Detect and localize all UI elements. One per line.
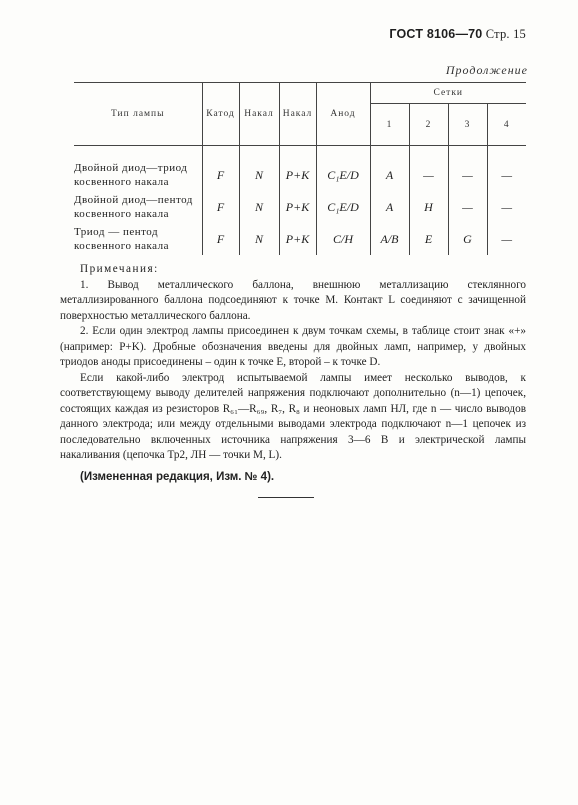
end-divider xyxy=(258,497,314,498)
cell-grid-3: — xyxy=(448,146,487,192)
header-grids: Сетки xyxy=(370,83,526,104)
cell-grid-2: E xyxy=(409,223,448,255)
cell-grid-4: — xyxy=(487,191,526,223)
cell-cathode: F xyxy=(202,146,239,192)
lamp-pinout-table xyxy=(74,82,526,255)
cell-heater-2: P+K xyxy=(279,223,316,255)
cell-anode: C₁E/D xyxy=(316,146,370,192)
lamp-type: Двойной диод—пентод косвенного накала xyxy=(74,194,193,220)
header-anode: Анод xyxy=(316,83,370,146)
notes-section xyxy=(60,262,526,485)
cell-cathode: F xyxy=(202,191,239,223)
note-paragraph: Если какой-либо электрод испытываемой лампы имеет несколько выводов, к соответствующему выводу делителей напряжения подключают дополнительно (n—1) цепочек, состоящих каждая из резисторов R₆₁—R₆₉, R₇, R₈ и неоновых ламп НЛ, где n — число выводов данного электрода; или между отдельными выводами электрода подключают n—1 цепочек из последовательно включенных источника напряжения 3—6 В и электрической лампы накаливания (цепочка Тр2, ЛН — точки M, L). xyxy=(60,371,526,461)
cell-grid-1: A xyxy=(370,146,409,192)
cell-grid-4: — xyxy=(487,223,526,255)
lamp-type: Двойной диод—триод косвенного накала xyxy=(74,162,188,188)
note-paragraph: 2. Если один электрод лампы присоединен к двум точкам схемы, в таблице стоит знак «+» (например: P+K). Дробные обозначения введены для двойных ламп, например, у двойных триодов аноды присоединены – один к точке E, второй – к точке D. xyxy=(60,325,526,368)
cell-grid-1: A xyxy=(370,191,409,223)
continued-label: Продолжение xyxy=(445,63,528,77)
table-row xyxy=(74,146,526,192)
cell-heater-2: P+K xyxy=(279,191,316,223)
cell-anode: C/H xyxy=(316,223,370,255)
cell-heater-1: N xyxy=(239,191,279,223)
standard-number: ГОСТ 8106—70 xyxy=(389,27,483,41)
cell-heater-2: P+K xyxy=(279,146,316,192)
header-lamp-type: Тип лампы xyxy=(74,83,202,146)
cell-grid-4: — xyxy=(487,146,526,192)
table-row xyxy=(74,223,526,255)
header-grid-4: 4 xyxy=(487,104,526,146)
cell-grid-3: G xyxy=(448,223,487,255)
header-heater-2: Накал xyxy=(279,83,316,146)
page-header xyxy=(389,27,526,42)
header-grid-1: 1 xyxy=(370,104,409,146)
header-heater-1: Накал xyxy=(239,83,279,146)
amendment-note: (Измененная редакция, Изм. № 4). xyxy=(80,470,275,483)
cell-grid-3: — xyxy=(448,191,487,223)
notes-title: Примечания: xyxy=(80,263,159,275)
cell-cathode: F xyxy=(202,223,239,255)
cell-heater-1: N xyxy=(239,223,279,255)
cell-anode: C₁E/D xyxy=(316,191,370,223)
cell-grid-2: H xyxy=(409,191,448,223)
table-row xyxy=(74,191,526,223)
header-grid-2: 2 xyxy=(409,104,448,146)
cell-heater-1: N xyxy=(239,146,279,192)
page-number: Стр. 15 xyxy=(485,27,526,41)
note-paragraph: 1. Вывод металлического баллона, внешнюю металлизацию стеклянного металлизированного баллона подсоединяют к точке M. Контакт L соединяют с зачищенной поверхностью металлического баллона. xyxy=(60,278,526,322)
header-grid-3: 3 xyxy=(448,104,487,146)
header-cathode: Катод xyxy=(202,83,239,146)
cell-grid-2: — xyxy=(409,146,448,192)
cell-grid-1: A/B xyxy=(370,223,409,255)
lamp-type: Триод — пентод косвенного накала xyxy=(74,226,170,252)
